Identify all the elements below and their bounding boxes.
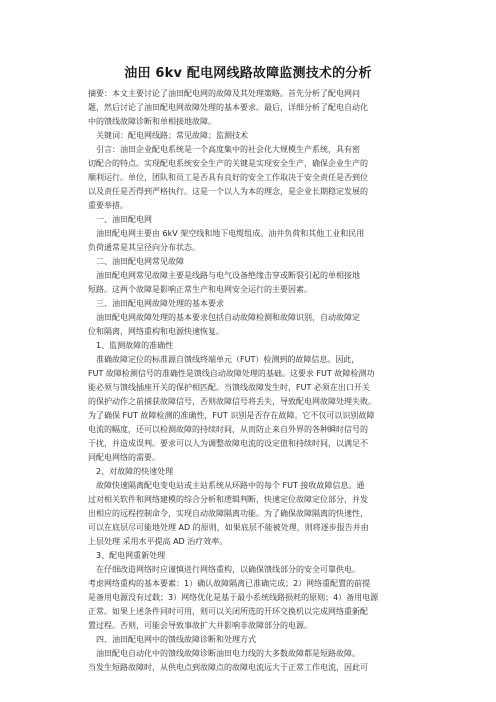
text-line: 三、油田配电网故障处理的基本要求 [96,299,224,308]
text-line: 以及责任是否得到严格执行。这是一个以人为本的理念，是企业长期稳定发展的 [88,187,368,196]
text-line: 2、对故障的快速处理 [96,467,174,476]
text-line: 油田配电自动化中的馈线故障诊断油田电力线的大多数故障都是短路故障。 [96,649,360,658]
text-line: 正常。如果上述条件同时可用，则可以关闭所选的开环交换机以完成网络重新配 [88,607,368,616]
text-line: 摘要：本文主要讨论了油田配电网的故障及其处理策略。首先分析了配电网问 [88,89,360,98]
text-line: 中的馈线故障诊断和单相接地故障。 [88,117,216,126]
text-line: 关键词：配电网线路；常见故障；监测技术 [96,131,248,140]
text-line: 的保护动作之前捕获故障信号，否则故障信号将丢失，导致配电网故障处理失败。 [88,397,376,406]
text-line: 可以在底层尽可能地处理 AD 的原则，如果底层不能被处理，则将逐步报告并由 [88,523,369,532]
text-line: 油田配电网故障处理的基本要求包括自动故障检测和故障识别，自动故障定 [96,313,360,322]
text-line: 电流的幅度，还可以检测故障的持续时间，从而防止来自外界的各种瞬时信号的 [88,425,368,434]
text-line: 为了确保 FUT 故障检测的准确性，FUT 识别是否存在故障。它不仅可以识别故障 [88,411,375,420]
text-line: 二、油田配电网常见故障 [96,257,184,266]
text-line: 置过程。否则，可能会导致事故扩大并影响非故障部分的电源。 [88,621,312,630]
text-line: 出相应的远程控制命令，实现自动故障隔离功能。为了确保故障隔离的快速性， [88,509,368,518]
text-line: 短路。这两个故障是影响正常生产和电网安全运行的主要因素。 [88,285,312,294]
document-body [88,88,420,676]
text-line: 故障快速隔离配电变电站或主站系统从环路中的每个 FUT 接收故障信息。通 [96,481,365,490]
text-line: 负荷通常是其呈径向分布状态。 [88,243,200,252]
text-line: 重要举措。 [88,201,128,210]
text-line: 当发生短路故障时，从供电点到故障点的故障电流远大于正常工作电流，因此可 [88,663,368,672]
text-line: 能必须与馈线插座开关的保护相匹配。当馈线故障发生时，FUT 必须在出口开关 [88,383,370,392]
text-line: 过对相关软件和网络建模的综合分析和逻辑判断，快速定位故障定位部分，并发 [88,495,368,504]
text-line: 一、油田配电网 [96,215,152,224]
text-line: 引言：油田企业配电系统是一个高度集中的社会化大规模生产系统，具有密 [96,145,360,154]
text-line: 考虑网络重构的基本要素：1）确认故障隔离已准确完成；2）网络重配置的前提 [88,579,371,588]
text-line: 位和隔离，网络重构和电源快速恢复。 [88,327,224,336]
text-line: 四、油田配电网中的馈线故障诊断和处理方式 [96,635,256,644]
text-line: 准确故障定位的标准源自馈线终端单元（FUT）检测到的故障信息。因此， [96,355,360,364]
text-line: FUT 故障检测信号的准确性是馈线自动故障处理的基础。这要求 FUT 故障检测功 [88,369,375,378]
text-line: 是备用电源没有过载；3）网络优化是基于最小系统线路损耗的原则；4）备用电源 [88,593,379,602]
text-line: 切配合的特点。实现配电系统安全生产的关键是实现安全生产，确保企业生产的 [88,159,368,168]
text-line: 在仔细改造网络时应谨慎进行网络重构，以确保馈线部分的安全可靠供电。 [96,565,360,574]
text-line: 顺利运行。单位，团队和员工是否具有良好的安全工作取决于安全责任是否到位 [88,173,368,182]
text-line: 油田配电网主要由 6kV 架空线和地下电缆组成。油井负荷和其他工业和民用 [96,229,365,238]
text-line: 1、监测故障的准确性 [96,341,174,350]
text-line: 题，然后讨论了油田配电网故障处理的基本要求。最后，详细分析了配电自动化 [88,103,368,112]
document-title: 油田 6kv 配电网线路故障监测技术的分析 [124,66,372,81]
text-line: 干扰，并造成误判。要求可以人为调整故障电流的设定值和持续时间，以满足不 [88,439,368,448]
text-line: 上层处理 采用水平提高 AD 治疗效率。 [88,537,228,546]
text-line: 同配电网络的需要。 [88,453,160,462]
text-line: 油田配电网常见故障主要是线路与电气设备绝缘击穿或断裂引起的单相接地 [96,271,360,280]
text-line: 3、配电网重新处理 [96,551,166,560]
